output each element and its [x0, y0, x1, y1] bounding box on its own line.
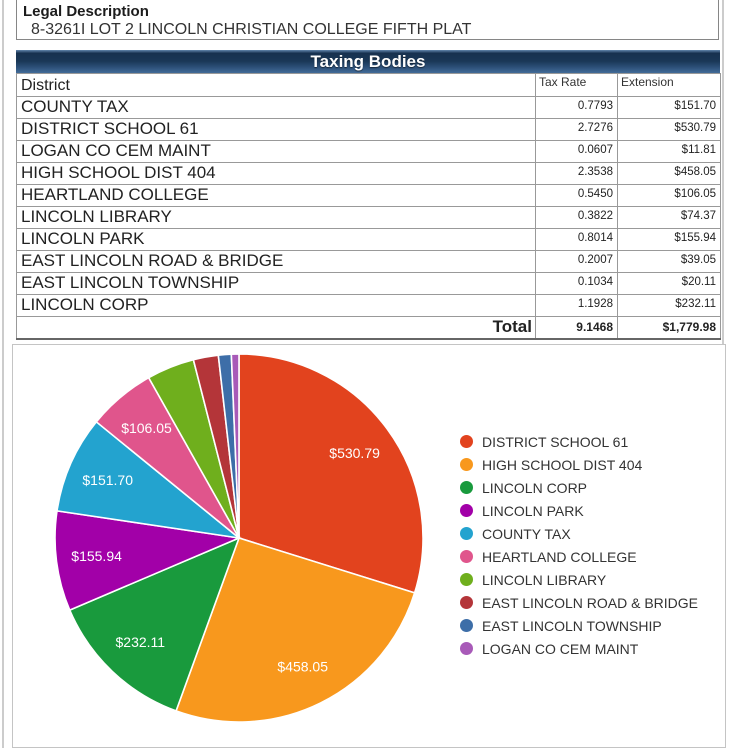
- district-cell: LINCOLN CORP: [17, 295, 536, 317]
- legend-item-county-tax: [460, 522, 698, 545]
- table-row-logan-co-cem-maint: [17, 141, 721, 163]
- extension-cell: $232.11: [618, 295, 721, 317]
- total-tax-rate: 9.1468: [536, 317, 618, 340]
- extension-cell: $106.05: [618, 185, 721, 207]
- tax-rate-cell: 2.7276: [536, 119, 618, 141]
- legend-item-lincoln-corp: [460, 476, 698, 499]
- legend-item-lincoln-library: [460, 568, 698, 591]
- legend-swatch-icon: [460, 596, 473, 609]
- total-extension: $1,779.98: [618, 317, 721, 340]
- table-total-row: [17, 317, 721, 340]
- extension-cell: $155.94: [618, 229, 721, 251]
- table-row-district-school-61: [17, 119, 721, 141]
- legend-swatch-icon: [460, 481, 473, 494]
- tax-rate-cell: 0.1034: [536, 273, 618, 295]
- district-cell: DISTRICT SCHOOL 61: [17, 119, 536, 141]
- table-row-lincoln-park: [17, 229, 721, 251]
- extension-cell: $11.81: [618, 141, 721, 163]
- legend-swatch-icon: [460, 435, 473, 448]
- legend-label: EAST LINCOLN TOWNSHIP: [482, 617, 662, 634]
- table-row-heartland-college: [17, 185, 721, 207]
- legend-label: HIGH SCHOOL DIST 404: [482, 456, 643, 473]
- tax-rate-cell: 0.2007: [536, 251, 618, 273]
- extension-cell: $151.70: [618, 97, 721, 119]
- column-header-extension: Extension: [618, 74, 721, 97]
- tax-rate-cell: 0.3822: [536, 207, 618, 229]
- legend-swatch-icon: [460, 573, 473, 586]
- taxing-bodies-banner: Taxing Bodies: [16, 50, 720, 73]
- legend-swatch-icon: [460, 527, 473, 540]
- legal-description-text: 8-3261I LOT 2 LINCOLN CHRISTIAN COLLEGE FIFTH PLAT: [31, 21, 472, 38]
- table-header-row: [17, 74, 721, 97]
- legend-item-east-lincoln-road-bridge: [460, 591, 698, 614]
- district-cell: COUNTY TAX: [17, 97, 536, 119]
- table-row-county-tax: [17, 97, 721, 119]
- legend-item-lincoln-park: [460, 499, 698, 522]
- table-row-east-lincoln-township: [17, 273, 721, 295]
- legend-label: DISTRICT SCHOOL 61: [482, 433, 629, 450]
- tax-rate-cell: 2.3538: [536, 163, 618, 185]
- extension-cell: $530.79: [618, 119, 721, 141]
- legend-label: LOGAN CO CEM MAINT: [482, 640, 639, 657]
- pie-slice-label-district-school-61: $530.79: [329, 445, 380, 461]
- legend-item-district-school-61: [460, 430, 698, 453]
- extension-cell: $39.05: [618, 251, 721, 273]
- legend-item-logan-co-cem-maint: [460, 637, 698, 660]
- tax-rate-cell: 0.7793: [536, 97, 618, 119]
- district-cell: LINCOLN LIBRARY: [17, 207, 536, 229]
- extension-cell: $74.37: [618, 207, 721, 229]
- legend-label: LINCOLN CORP: [482, 479, 588, 496]
- legal-description-title: Legal Description: [23, 3, 149, 20]
- tax-rate-cell: 1.1928: [536, 295, 618, 317]
- district-cell: LOGAN CO CEM MAINT: [17, 141, 536, 163]
- extension-cell: $458.05: [618, 163, 721, 185]
- chart-legend: [460, 430, 698, 660]
- table-row-lincoln-corp: [17, 295, 721, 317]
- total-label: Total: [17, 317, 536, 340]
- legend-item-heartland-college: [460, 545, 698, 568]
- pie-slice-label-heartland-college: $106.05: [121, 420, 172, 437]
- pie-slice-label-county-tax: $151.70: [82, 472, 134, 488]
- legend-swatch-icon: [460, 642, 473, 655]
- legend-label: LINCOLN PARK: [482, 502, 584, 519]
- legend-label: LINCOLN LIBRARY: [482, 571, 607, 588]
- legend-swatch-icon: [460, 458, 473, 471]
- legend-item-high-school-dist-404: [460, 453, 698, 476]
- tax-rate-cell: 0.8014: [536, 229, 618, 251]
- district-cell: HEARTLAND COLLEGE: [17, 185, 536, 207]
- column-header-district: District: [17, 74, 536, 97]
- legend-swatch-icon: [460, 504, 473, 517]
- page-container: [2, 0, 724, 748]
- legend-label: HEARTLAND COLLEGE: [482, 548, 637, 565]
- legend-label: COUNTY TAX: [482, 525, 571, 542]
- taxing-bodies-rows: [17, 74, 721, 340]
- legend-swatch-icon: [460, 619, 473, 632]
- legend-item-east-lincoln-township: [460, 614, 698, 637]
- district-cell: LINCOLN PARK: [17, 229, 536, 251]
- table-row-east-lincoln-road-bridge: [17, 251, 721, 273]
- taxing-bodies-table: [16, 73, 721, 340]
- district-cell: HIGH SCHOOL DIST 404: [17, 163, 536, 185]
- table-row-high-school-dist-404: [17, 163, 721, 185]
- district-cell: EAST LINCOLN ROAD & BRIDGE: [17, 251, 536, 273]
- legend-swatch-icon: [460, 550, 473, 563]
- pie-slice-label-lincoln-park: $155.94: [71, 548, 122, 565]
- tax-rate-cell: 0.0607: [536, 141, 618, 163]
- legend-label: EAST LINCOLN ROAD & BRIDGE: [482, 594, 699, 611]
- column-header-tax-rate: Tax Rate: [536, 74, 618, 97]
- pie-slice-label-lincoln-corp: $232.11: [115, 634, 166, 651]
- district-cell: EAST LINCOLN TOWNSHIP: [17, 273, 536, 295]
- tax-distribution-chart-panel: [12, 344, 726, 748]
- tax-rate-cell: 0.5450: [536, 185, 618, 207]
- extension-cell: $20.11: [618, 273, 721, 295]
- legal-description-box: [16, 0, 719, 40]
- pie-slice-label-high-school-dist-404: $458.05: [277, 658, 329, 675]
- table-row-lincoln-library: [17, 207, 721, 229]
